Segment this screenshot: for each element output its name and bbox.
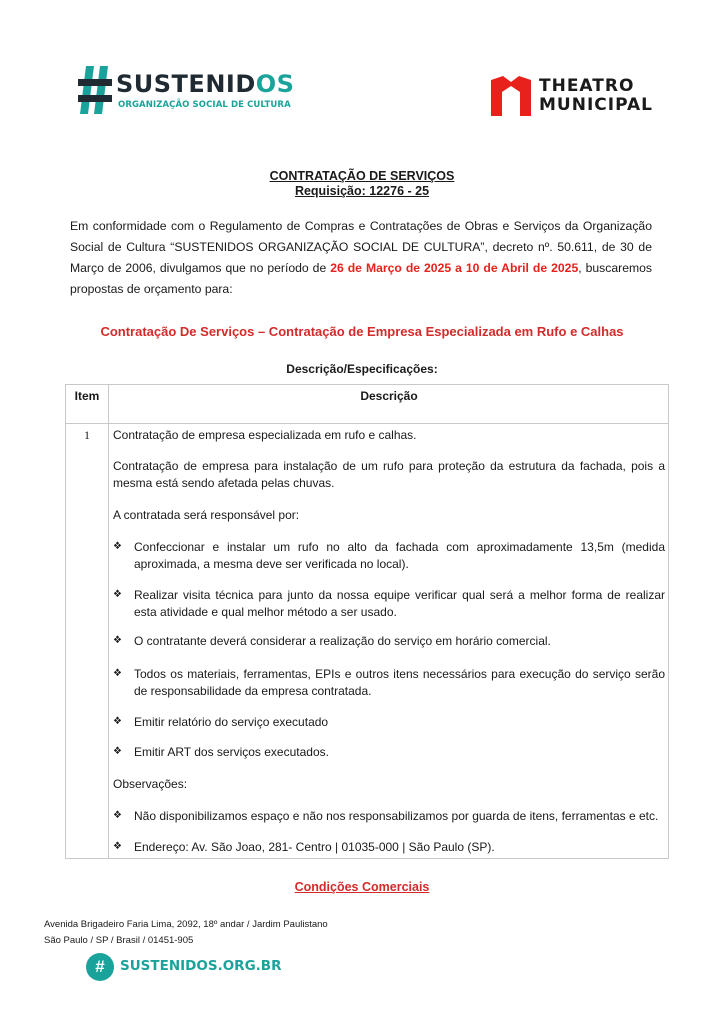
requisition-number: Requisição: 12276 - 25 xyxy=(294,184,430,198)
spec-label: Descrição/Especificações: xyxy=(286,362,438,376)
responsibility-item: O contratante deverá considerar a realização do serviço em horário comercial. xyxy=(134,634,551,648)
footer-address-line1: Avenida Brigadeiro Faria Lima, 2092, 18º andar / Jardim Paulistano xyxy=(44,919,328,930)
diamond-bullet-icon: ❖ xyxy=(113,841,122,852)
spec-table xyxy=(65,384,669,859)
intro-paragraph xyxy=(70,216,652,300)
sustenidos-hash-circle-icon: # xyxy=(86,953,114,981)
diamond-bullet-icon: ❖ xyxy=(113,716,122,727)
theatro-municipal-logo xyxy=(489,70,659,122)
responsibility-item: Emitir relatório do serviço executado xyxy=(134,715,329,729)
table-row-item-number: 1 xyxy=(84,428,90,442)
observation-item: Não disponibilizamos espaço e não nos responsabilizamos por guarda de itens, ferramentas e etc. xyxy=(134,809,659,823)
intro-text-after: , buscaremos propostas de orçamento para: xyxy=(70,261,653,296)
sustenidos-logo xyxy=(78,64,295,120)
diamond-bullet-icon: ❖ xyxy=(113,589,122,600)
sustenidos-wordmark xyxy=(116,70,294,98)
responsible-intro: A contratada será responsável por: xyxy=(113,508,300,522)
intro-text-before: Em conformidade com o Regulamento de Compras e Contratações de Obras e Serviços da Organização Social de Cultura “SUSTENIDOS ORGANIZAÇÃO SOCIAL DE CULTURA”, decreto nº. 50.611, de 30 de Março de 2006, divulgamos que no período de xyxy=(70,219,652,275)
table-column-divider xyxy=(108,385,109,858)
theatro-arch-icon xyxy=(489,72,533,118)
diamond-bullet-icon: ❖ xyxy=(113,541,122,552)
responsibility-item: Confeccionar e instalar um rufo no alto da fachada com aproximadamente 13,5m (medida aproximada, a mesma deve ser verificada no local). xyxy=(134,540,665,571)
sustenidos-word-accent: OS xyxy=(255,70,295,98)
footer-website-link[interactable] xyxy=(86,951,282,983)
document-title: CONTRATAÇÃO DE SERVIÇOS xyxy=(269,169,455,183)
observation-item: Endereço: Av. São Joao, 281- Centro | 01035-000 | São Paulo (SP). xyxy=(134,840,495,854)
table-header-divider xyxy=(66,423,668,424)
table-header-description: Descrição xyxy=(360,389,418,403)
theatro-line2: MUNICIPAL xyxy=(539,95,653,115)
service-subtitle: Contratação De Serviços – Contratação de Empresa Especializada em Rufo e Calhas xyxy=(100,324,624,339)
responsibility-item: Todos os materiais, ferramentas, EPIs e outros itens necessários para execução do serviço serão de responsabilidade da empresa contratada. xyxy=(134,667,665,698)
footer-url[interactable]: SUSTENIDOS.ORG.BR xyxy=(120,958,282,974)
table-header-item: Item xyxy=(74,389,100,403)
diamond-bullet-icon: ❖ xyxy=(113,746,122,757)
observations-label: Observações: xyxy=(113,777,188,791)
intro-period-highlight: 26 de Março de 2025 a 10 de Abril de 2025 xyxy=(330,261,579,275)
responsibility-item: Realizar visita técnica para junto da nossa equipe verificar qual será a melhor forma de realizar esta atividade e qual melhor método a ser usado. xyxy=(134,588,665,619)
sustenidos-word-main: SUSTENID xyxy=(116,70,256,98)
diamond-bullet-icon: ❖ xyxy=(113,635,122,646)
theatro-line1: THEATRO xyxy=(539,76,635,96)
responsibility-item: Emitir ART dos serviços executados. xyxy=(134,745,329,759)
footer-address-line2: São Paulo / SP / Brasil / 01451-905 xyxy=(44,935,194,946)
diamond-bullet-icon: ❖ xyxy=(113,668,122,679)
row-paragraph: Contratação de empresa para instalação de um rufo para proteção da estrutura da fachada, pois a mesma está sendo afetada pelas chuvas. xyxy=(113,459,665,490)
sustenidos-subtitle: ORGANIZAÇÃO SOCIAL DE CULTURA xyxy=(118,100,291,110)
diamond-bullet-icon: ❖ xyxy=(113,810,122,821)
sustenidos-hash-icon xyxy=(78,64,112,116)
row-line1: Contratação de empresa especializada em rufo e calhas. xyxy=(113,428,417,442)
commercial-conditions-heading: Condições Comerciais xyxy=(294,880,430,894)
